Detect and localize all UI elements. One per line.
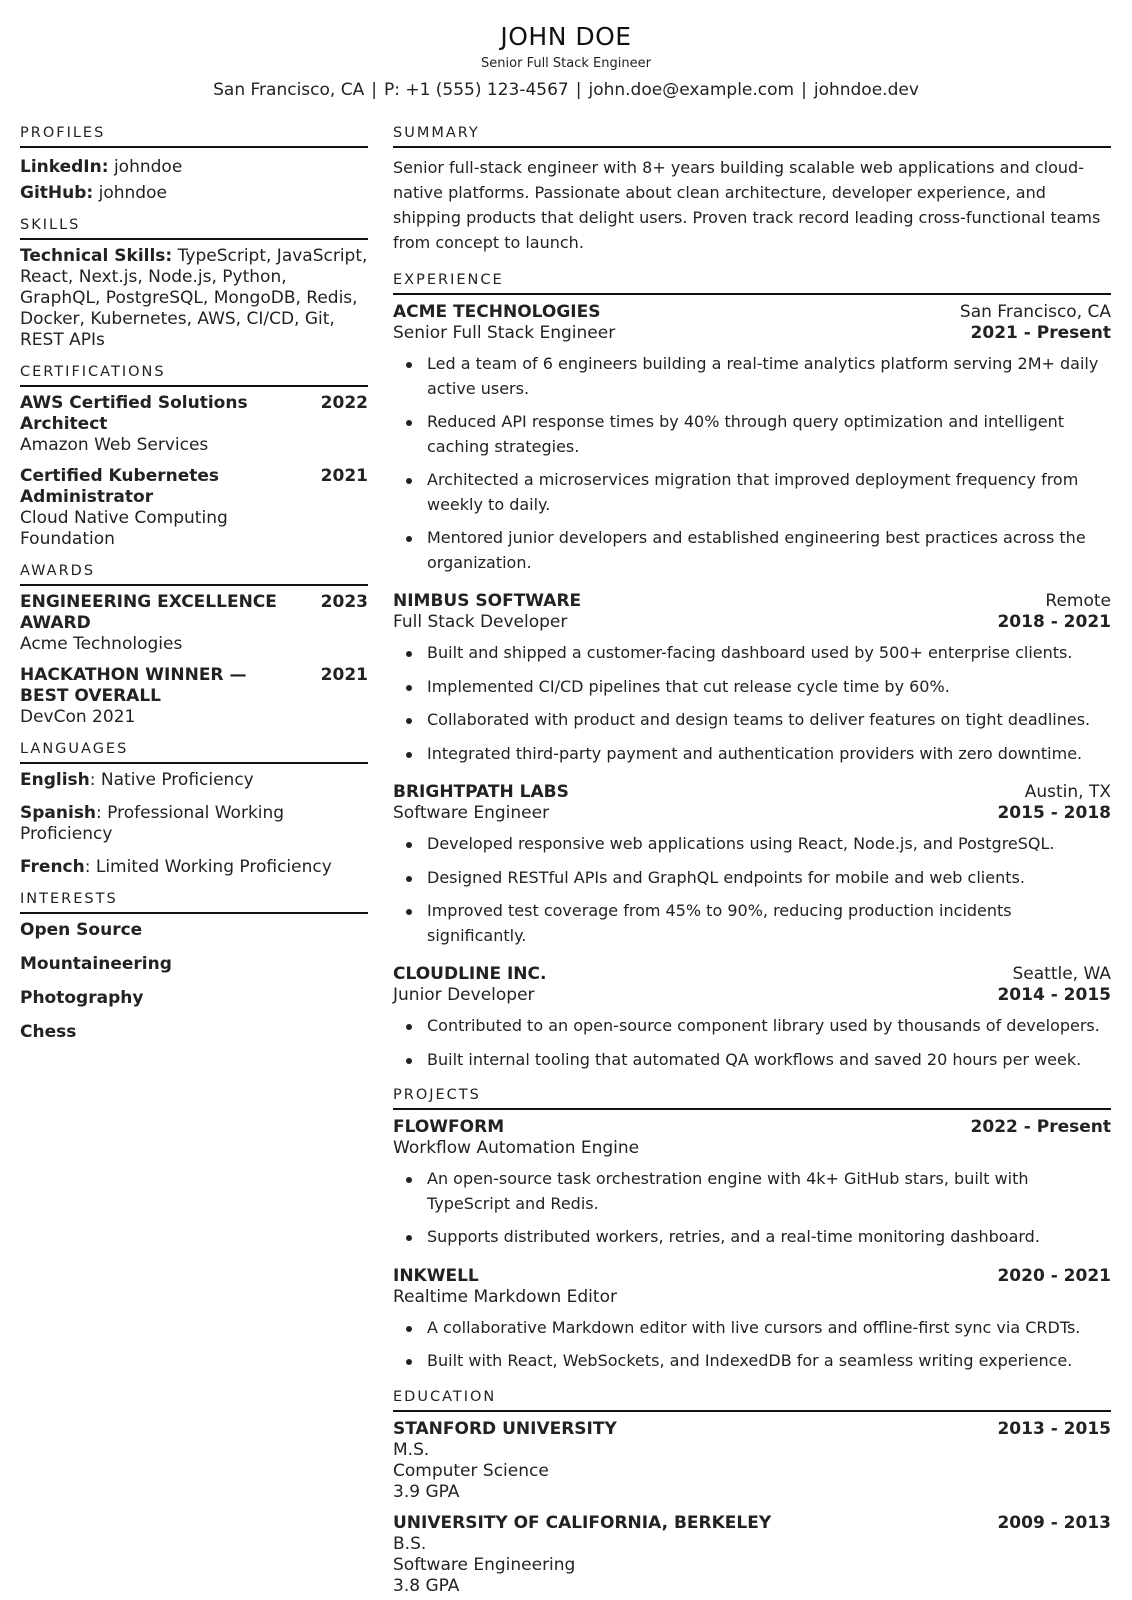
gpa: 3.8 GPA bbox=[393, 1575, 460, 1596]
bullet-item: Led a team of 6 engineers building a real-time analytics platform serving 2M+ daily active users. bbox=[393, 352, 1111, 401]
company-location: Austin, TX bbox=[1024, 782, 1111, 802]
profile-user: johndoe bbox=[113, 157, 183, 177]
profile-user: johndoe bbox=[98, 183, 167, 203]
certification-year: 2021 bbox=[320, 466, 368, 486]
job-dates: 2014 - 2015 bbox=[997, 985, 1111, 1005]
bullet-list bbox=[393, 641, 1111, 766]
education-section bbox=[393, 1388, 1111, 1597]
section-heading: AWARDS bbox=[20, 562, 368, 586]
award-item bbox=[20, 665, 368, 728]
candidate-name: JOHN DOE bbox=[500, 22, 632, 51]
school-name: UNIVERSITY OF CALIFORNIA, BERKELEY bbox=[393, 1512, 772, 1533]
certification-name: AWS Certified Solutions Architect bbox=[20, 393, 248, 434]
profile-network: LinkedIn: bbox=[20, 157, 109, 177]
interest-item: Photography bbox=[20, 988, 144, 1008]
project-subtitle: Workflow Automation Engine bbox=[393, 1138, 640, 1158]
job-role: Senior Full Stack Engineer bbox=[393, 323, 616, 343]
language-item bbox=[20, 857, 368, 878]
section-heading: EXPERIENCE bbox=[393, 271, 1111, 295]
language-name: French bbox=[20, 857, 85, 877]
bullet-item: Built and shipped a customer-facing dashboard used by 500+ enterprise clients. bbox=[393, 641, 1111, 666]
bullet-item: Developed responsive web applications using React, Node.js, and PostgreSQL. bbox=[393, 832, 1111, 857]
bullet-list bbox=[393, 1014, 1111, 1072]
award-name: ENGINEERING EXCELLENCE AWARD bbox=[20, 592, 277, 633]
profile-item[interactable] bbox=[20, 154, 368, 180]
bullet-list bbox=[393, 352, 1111, 575]
contact-separator: | bbox=[371, 80, 377, 100]
award-year: 2023 bbox=[320, 592, 368, 612]
contact-line bbox=[0, 79, 1132, 101]
degree: M.S. bbox=[393, 1439, 430, 1460]
certification-item bbox=[20, 393, 368, 456]
bullet-list bbox=[393, 1316, 1111, 1374]
candidate-title: Senior Full Stack Engineer bbox=[481, 56, 651, 71]
job-role: Full Stack Developer bbox=[393, 612, 568, 632]
skills-value: TypeScript, JavaScript, React, Next.js, Node.js, Python, GraphQL, PostgreSQL, MongoDB, Redis, Docker, Kubernetes, AWS, CI/CD, Git, REST APIs bbox=[20, 246, 368, 350]
education-item bbox=[393, 1419, 1111, 1503]
section-heading: SKILLS bbox=[20, 216, 368, 240]
contact-separator: | bbox=[575, 80, 582, 100]
award-item bbox=[20, 592, 368, 655]
company-name: BRIGHTPATH LABS bbox=[393, 782, 569, 802]
award-issuer: DevCon 2021 bbox=[20, 707, 136, 727]
section-heading: EDUCATION bbox=[393, 1388, 1111, 1412]
award-issuer: Acme Technologies bbox=[20, 634, 183, 654]
interest-item: Mountaineering bbox=[20, 954, 172, 974]
school-name: STANFORD UNIVERSITY bbox=[393, 1418, 617, 1439]
project-name: INKWELL bbox=[393, 1265, 479, 1286]
job-dates: 2021 - Present bbox=[970, 323, 1111, 343]
education-dates: 2009 - 2013 bbox=[997, 1512, 1111, 1533]
interest-item: Open Source bbox=[20, 920, 143, 940]
bullet-item: Contributed to an open-source component library used by thousands of developers. bbox=[393, 1014, 1111, 1039]
experience-item bbox=[393, 591, 1111, 766]
experience-section bbox=[393, 271, 1111, 1072]
section-heading: LANGUAGES bbox=[20, 740, 368, 764]
projects-section bbox=[393, 1086, 1111, 1374]
project-dates: 2022 - Present bbox=[970, 1117, 1111, 1137]
section-heading: SUMMARY bbox=[393, 124, 1111, 148]
summary-text: Senior full-stack engineer with 8+ years building scalable web applications and cloud-native platforms. Passionate about clean architecture, developer experience, and shipping products that delight users. Proven track record leading cross-functional teams from concept to launch. bbox=[393, 158, 1101, 252]
language-item bbox=[20, 770, 368, 791]
company-location: Remote bbox=[1045, 591, 1111, 611]
project-subtitle: Realtime Markdown Editor bbox=[393, 1286, 617, 1307]
company-name: NIMBUS SOFTWARE bbox=[393, 591, 582, 611]
resume-header bbox=[0, 0, 1132, 101]
gpa: 3.9 GPA bbox=[393, 1481, 460, 1502]
section-heading: CERTIFICATIONS bbox=[20, 363, 368, 387]
bullet-item: Supports distributed workers, retries, and a real-time monitoring dashboard. bbox=[393, 1225, 1111, 1250]
interest-item: Chess bbox=[20, 1022, 77, 1042]
interests-section bbox=[20, 890, 368, 1043]
awards-section bbox=[20, 562, 368, 728]
degree: B.S. bbox=[393, 1533, 427, 1554]
bullet-item: Collaborated with product and design teams to deliver features on tight deadlines. bbox=[393, 708, 1111, 733]
bullet-item: Architected a microservices migration that improved deployment frequency from weekly to daily. bbox=[393, 468, 1111, 517]
summary-section bbox=[393, 124, 1111, 255]
skills-text bbox=[20, 246, 368, 351]
company-name: ACME TECHNOLOGIES bbox=[393, 302, 601, 322]
bullet-item: Improved test coverage from 45% to 90%, reducing production incidents significantly. bbox=[393, 899, 1111, 948]
project-dates: 2020 - 2021 bbox=[997, 1265, 1111, 1286]
contact-location: San Francisco, CA bbox=[213, 80, 365, 100]
bullet-item: Designed RESTful APIs and GraphQL endpoints for mobile and web clients. bbox=[393, 866, 1111, 891]
profile-network: GitHub: bbox=[20, 183, 94, 203]
education-dates: 2013 - 2015 bbox=[997, 1418, 1111, 1439]
certification-issuer: Cloud Native Computing Foundation bbox=[20, 508, 228, 549]
contact-website[interactable]: johndoe.dev bbox=[813, 80, 919, 100]
award-name: HACKATHON WINNER — BEST OVERALL bbox=[20, 665, 247, 706]
profiles-section bbox=[20, 124, 368, 206]
language-level: : Professional Working Proficiency bbox=[20, 803, 285, 844]
job-dates: 2015 - 2018 bbox=[997, 803, 1111, 823]
bullet-item: Mentored junior developers and established engineering best practices across the organization. bbox=[393, 526, 1111, 575]
bullet-item: Reduced API response times by 40% through query optimization and intelligent caching strategies. bbox=[393, 410, 1111, 459]
bullet-item: Implemented CI/CD pipelines that cut release cycle time by 60%. bbox=[393, 675, 1111, 700]
section-heading: PROJECTS bbox=[393, 1086, 1111, 1110]
bullet-item: An open-source task orchestration engine with 4k+ GitHub stars, built with TypeScript and Redis. bbox=[393, 1167, 1111, 1216]
bullet-item: A collaborative Markdown editor with live cursors and offline-first sync via CRDTs. bbox=[393, 1316, 1111, 1341]
company-location: San Francisco, CA bbox=[959, 302, 1111, 322]
bullet-item: Integrated third-party payment and authentication providers with zero downtime. bbox=[393, 742, 1111, 767]
contact-phone: P: +1 (555) 123-4567 bbox=[383, 80, 569, 100]
education-item bbox=[393, 1513, 1111, 1597]
field-of-study: Software Engineering bbox=[393, 1554, 576, 1575]
experience-item bbox=[393, 302, 1111, 575]
job-role: Junior Developer bbox=[393, 985, 535, 1005]
language-level: : Limited Working Proficiency bbox=[84, 857, 332, 877]
language-level: : Native Proficiency bbox=[89, 770, 254, 790]
bullet-list bbox=[393, 832, 1111, 948]
certifications-section bbox=[20, 363, 368, 550]
left-column bbox=[20, 124, 368, 1043]
bullet-list bbox=[393, 1167, 1111, 1250]
company-location: Seattle, WA bbox=[1012, 964, 1111, 984]
bullet-item: Built internal tooling that automated QA workflows and saved 20 hours per week. bbox=[393, 1048, 1111, 1073]
project-name: FLOWFORM bbox=[393, 1117, 505, 1137]
award-year: 2021 bbox=[320, 665, 368, 685]
language-name: Spanish bbox=[20, 803, 97, 823]
certification-name: Certified Kubernetes Administrator bbox=[20, 466, 220, 507]
language-item bbox=[20, 803, 290, 845]
right-column bbox=[393, 124, 1111, 1597]
field-of-study: Computer Science bbox=[393, 1460, 549, 1481]
section-heading: PROFILES bbox=[20, 124, 368, 148]
experience-item bbox=[393, 782, 1111, 948]
company-name: CLOUDLINE INC. bbox=[393, 964, 547, 984]
job-dates: 2018 - 2021 bbox=[997, 612, 1111, 632]
bullet-item: Built with React, WebSockets, and IndexedDB for a seamless writing experience. bbox=[393, 1349, 1111, 1374]
project-item bbox=[393, 1117, 1111, 1250]
skills-section bbox=[20, 216, 368, 351]
experience-item bbox=[393, 964, 1111, 1072]
project-item bbox=[393, 1266, 1111, 1374]
certification-year: 2022 bbox=[320, 393, 368, 413]
contact-separator: | bbox=[801, 80, 807, 100]
language-name: English bbox=[20, 770, 90, 790]
certification-issuer: Amazon Web Services bbox=[20, 435, 209, 455]
job-role: Software Engineer bbox=[393, 803, 550, 823]
certification-item bbox=[20, 466, 368, 550]
contact-email[interactable]: john.doe@example.com bbox=[588, 80, 795, 100]
profile-item[interactable] bbox=[20, 180, 368, 206]
languages-section bbox=[20, 740, 368, 878]
section-heading: INTERESTS bbox=[20, 890, 368, 914]
skills-label: Technical Skills: bbox=[20, 246, 173, 266]
